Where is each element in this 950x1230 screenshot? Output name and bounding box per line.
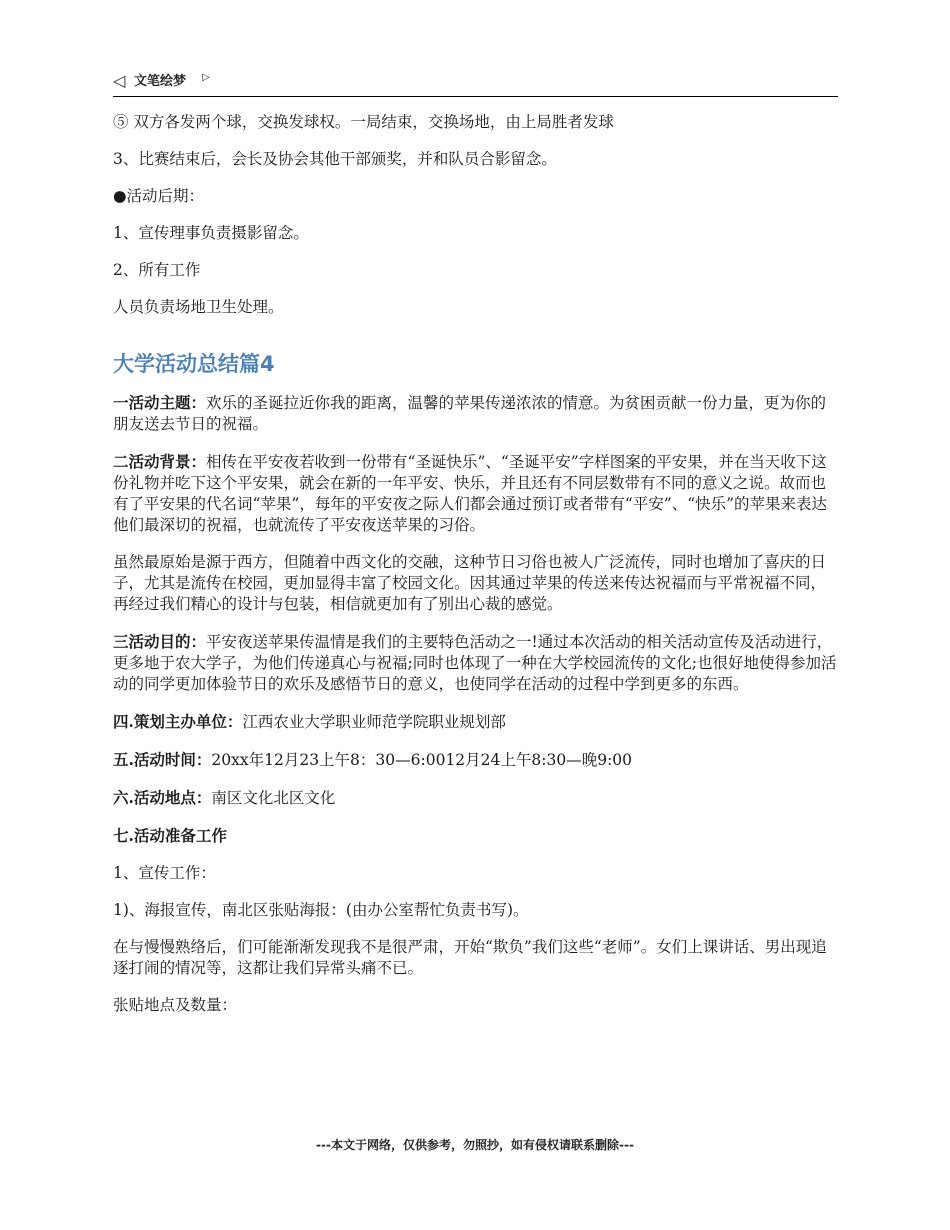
section-paragraph <box>113 995 839 1016</box>
paragraph-text: 相传在平安夜若收到一份带有“圣诞快乐”、“圣诞平安”字样图案的平安果，并在当天收下这份礼物并吃下这个平安果，就会在新的一年平安、快乐，并且还有不同层数带有不同的意义之说。故而也有了平安果的代名词“苹果”，每年的平安夜之际人们都会通过预订或者带有“平安”、“快乐”的苹果来表达他们最深切的祝福，也就流传了平安夜送苹果的习俗。 <box>113 453 828 534</box>
paragraph-label: 四.策划主办单位： <box>113 712 243 731</box>
paragraph-label: 二活动背景： <box>113 452 207 471</box>
section-paragraph <box>113 711 839 733</box>
section-paragraph <box>113 451 839 536</box>
section-heading: 大学活动总结篇4 <box>113 352 275 376</box>
section-paragraph <box>113 825 839 847</box>
triangle-left-icon: ◁ <box>113 71 126 90</box>
paragraph: ⑤ 双方各发两个球，交换发球权。一局结束，交换场地，由上局胜者发球 <box>113 113 614 131</box>
paragraph-label: 六.活动地点： <box>113 788 212 807</box>
paragraph-text: 在与慢慢熟络后，们可能渐渐发现我不是很严肃，开始“欺负”我们这些“老师”。女们上课讲话、男出现追逐打闹的情况等，这都让我们异常头痛不已。 <box>113 938 827 977</box>
paragraph-text: 欢乐的圣诞拉近你我的距离，温馨的苹果传递浓浓的情意。为贫困贡献一份力量，更为你的朋友送去节日的祝福。 <box>113 394 827 433</box>
paragraph-text: 1)、海报宣传，南北区张贴海报：(由办公室帮忙负责书写)。 <box>113 901 529 919</box>
section-paragraph <box>113 749 839 771</box>
paragraph-text: 虽然最原始是源于西方，但随着中西文化的交融，这种节日习俗也被人广泛流传，同时也增加了喜庆的日子，尤其是流传在校园，更加显得丰富了校园文化。因其通过苹果的传送来传达祝福而与平常祝福不同，再经过我们精心的设计与包装，相信就更加有了别出心裁的感觉。 <box>113 553 827 613</box>
paragraph: 人员负责场地卫生处理。 <box>113 298 284 316</box>
paragraph-text: 20xx年12月23上午8：30—6:0012月24上午8:30—晚9:00 <box>211 751 633 769</box>
section-paragraph <box>113 863 839 884</box>
paragraph: 3、比赛结束后，会长及协会其他干部颁奖，并和队员合影留念。 <box>113 150 557 168</box>
page-footer: ---本文于网络，仅供参考，勿照抄，如有侵权请联系删除--- <box>316 1138 634 1152</box>
section-paragraph <box>113 937 839 979</box>
paragraph-label: 七.活动准备工作 <box>113 826 227 845</box>
section-paragraph <box>113 392 839 435</box>
section-paragraph <box>113 787 839 809</box>
paragraph-text: 张贴地点及数量： <box>113 996 238 1014</box>
paragraph-text: 南区文化北区文化 <box>211 789 336 807</box>
section-paragraph <box>113 631 839 695</box>
paragraph: 2、所有工作 <box>113 261 201 279</box>
paragraph: ●活动后期： <box>113 187 205 205</box>
paragraph-label: 五.活动时间： <box>113 750 212 769</box>
paragraph-text: 1、宣传工作： <box>113 864 216 882</box>
paragraph-text: 江西农业大学职业师范学院职业规划部 <box>242 713 506 731</box>
paragraph-label: 三活动目的： <box>113 632 207 651</box>
document-body <box>113 112 839 1032</box>
section-paragraph <box>113 552 839 615</box>
paragraph-text: 平安夜送苹果传温情是我们的主要特色活动之一!通过本次活动的相关活动宣传及活动进行，更多地于农大学子，为他们传递真心与祝福;同时也体现了一种在大学校园流传的文化;也很好地使得参加活动的同学更加体验节日的欢乐及感悟节日的意义，也使同学在活动的过程中学到更多的东西。 <box>113 633 837 693</box>
triangle-right-icon: ▷ <box>202 72 210 83</box>
section-paragraph <box>113 900 839 921</box>
paragraph: 1、宣传理事负责摄影留念。 <box>113 224 309 242</box>
page-header <box>113 70 838 97</box>
header-brand: 文笔绘梦 <box>134 74 187 89</box>
paragraph-label: 一活动主题： <box>113 393 207 412</box>
